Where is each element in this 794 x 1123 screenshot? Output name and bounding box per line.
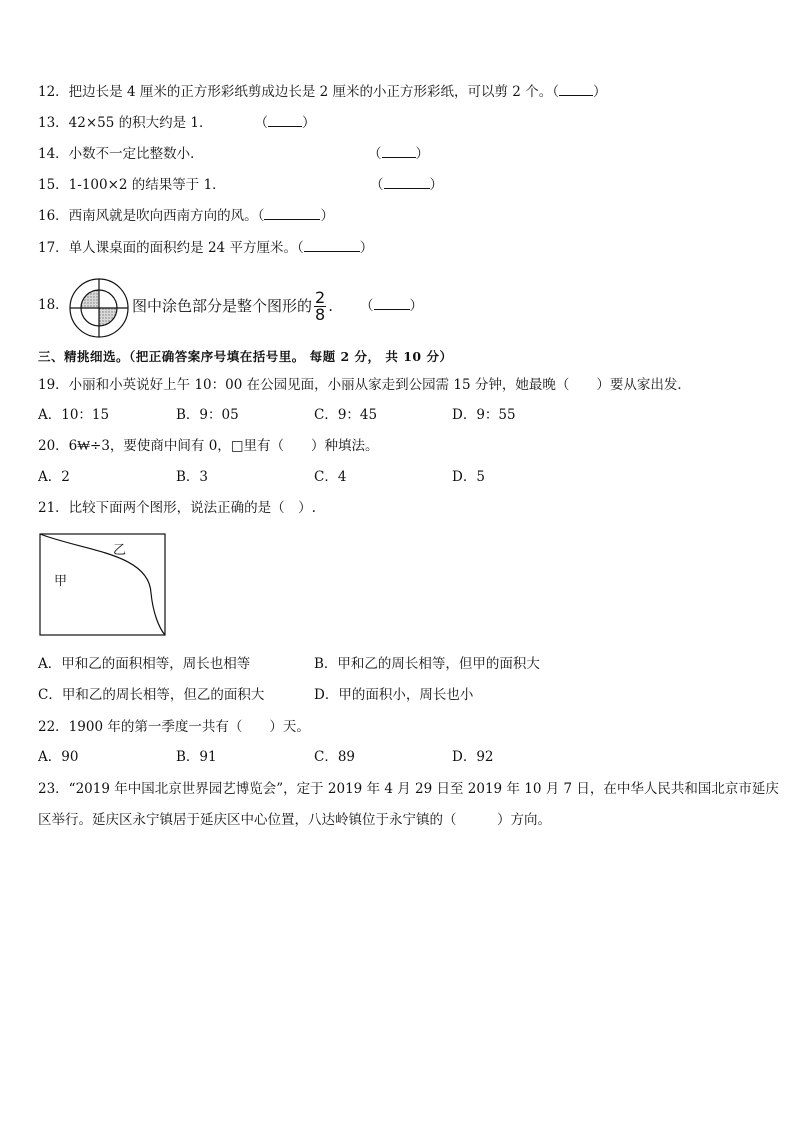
question-14-text: 14．小数不一定比整数小． (38, 146, 204, 162)
question-15 (38, 176, 226, 194)
question-18-open: （ (360, 298, 374, 314)
question-18-number: 18． (38, 297, 69, 313)
label-jia: 甲 (54, 574, 68, 589)
question-16-close: ） (320, 208, 334, 224)
question-18 (38, 296, 69, 314)
circle-figure (66, 278, 132, 338)
question-15-open: （ (370, 177, 384, 193)
q19-option-c[interactable]: C．9：45 (314, 407, 378, 423)
question-17 (38, 239, 373, 257)
question-15-answer (370, 176, 443, 194)
answer-blank-17[interactable] (304, 239, 360, 252)
q22-option-c[interactable]: C．89 (314, 749, 356, 765)
question-14-answer (368, 145, 429, 163)
rectangle-figure (39, 533, 167, 637)
question-21: 21．比较下面两个图形，说法正确的是（ ）. (38, 500, 316, 516)
q19-option-a[interactable]: A．10：15 (38, 407, 110, 423)
question-12-text: 12．把边长是 4 厘米的正方形彩纸剪成边长是 2 厘米的小正方形彩纸，可以剪 2 个。（ (38, 84, 559, 100)
answer-blank-16[interactable] (264, 207, 320, 220)
question-12 (38, 83, 606, 101)
label-yi: 乙 (113, 543, 127, 558)
question-13-open: （ (254, 115, 269, 131)
q20-option-a[interactable]: A．2 (38, 469, 70, 485)
q19-option-d[interactable]: D．9：55 (452, 407, 516, 423)
question-22: 22．1900 年的第一季度一共有（ ）天。 (38, 719, 310, 735)
answer-blank-14[interactable] (382, 145, 416, 158)
section-3-heading: 三、精挑细选。（把正确答案序号填在括号里。 每题 2 分， 共 10 分） (38, 349, 453, 364)
question-16-text: 16．西南风就是吹向西南方向的风。（ (38, 208, 265, 224)
question-14-open: （ (368, 146, 382, 162)
question-23-line-1: 23．“2019 年中国北京世界园艺博览会”，定于 2019 年 4 月 29 日至 2019 年 10 月 7 日，在中华人民共和国北京市延庆 (38, 781, 779, 797)
question-18-period: . (328, 297, 333, 315)
question-20: 20．6₩÷3，要使商中间有 0，□里有（ ）种填法。 (38, 438, 379, 454)
q22-option-b[interactable]: B．91 (176, 749, 217, 765)
q22-option-d[interactable]: D．92 (452, 749, 494, 765)
question-18-answer (360, 297, 423, 315)
question-19: 19．小丽和小英说好上午 10：00 在公园见面，小丽从家走到公园需 15 分钟，她最晚（ ）要从家出发． (38, 377, 691, 393)
q21-option-c[interactable]: C．甲和乙的周长相等，但乙的面积大 (38, 687, 265, 703)
q20-option-d[interactable]: D．5 (452, 469, 485, 485)
q22-option-a[interactable]: A．90 (38, 749, 79, 765)
fraction-two-eighths (314, 290, 326, 323)
question-17-text: 17．单人课桌面的面积约是 24 平方厘米。（ (38, 240, 304, 256)
question-15-close: ） (429, 177, 443, 193)
answer-blank-15[interactable] (384, 176, 430, 189)
answer-blank-18[interactable] (374, 297, 410, 310)
q19-option-b[interactable]: B．9：05 (176, 407, 239, 423)
fraction-denominator: 8 (315, 305, 326, 324)
question-13-text: 13．42×55 的积大约是 1． (38, 115, 213, 131)
question-17-close: ） (359, 240, 374, 256)
q20-option-c[interactable]: C．4 (314, 469, 347, 485)
question-18-close: ） (409, 298, 423, 314)
question-18-text: 图中涂色部分是整个图形的 (132, 297, 313, 315)
question-14 (38, 145, 204, 163)
question-15-text: 15．1-100×2 的结果等于 1． (38, 177, 226, 193)
question-18-body (132, 290, 333, 323)
q21-option-a[interactable]: A．甲和乙的面积相等，周长也相等 (38, 656, 251, 672)
fraction-numerator: 2 (315, 288, 326, 307)
question-14-close: ） (415, 146, 429, 162)
answer-blank-12[interactable] (559, 83, 593, 96)
q21-option-b[interactable]: B．甲和乙的周长相等，但甲的面积大 (314, 656, 540, 672)
question-12-close: ） (592, 84, 607, 100)
question-23-line-2: 区举行。延庆区永宁镇居于延庆区中心位置，八达岭镇位于永宁镇的（ ）方向。 (38, 812, 551, 828)
question-16 (38, 207, 334, 225)
q20-option-b[interactable]: B．3 (176, 469, 209, 485)
question-13-close: ） (302, 115, 316, 131)
q21-option-d[interactable]: D．甲的面积小，周长也小 (314, 687, 474, 703)
answer-blank-13[interactable] (268, 114, 302, 127)
question-13 (38, 114, 316, 132)
